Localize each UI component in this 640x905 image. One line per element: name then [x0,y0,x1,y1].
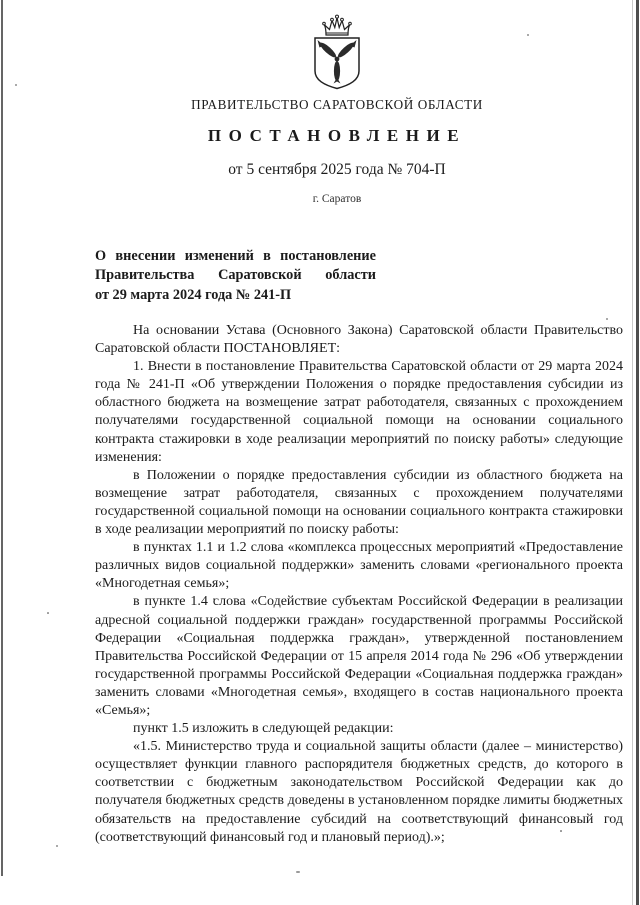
scan-edge-left [1,0,3,876]
paragraph: в Положении о порядке предоставления субсидии из областного бюджета на возмещение затрат работодателя, связанных с прохождением получателями государственной социальной помощи на основании социального контракта стажировки в ходе реализации мероприятий по поиску работы: [95,467,623,538]
document-body [95,322,623,847]
document-place: г. Саратов [312,193,362,205]
paragraph: На основании Устава (Основного Закона) Саратовской области Правительство Саратовской области ПОСТАНОВЛЯЕТ: [95,323,623,357]
scan-speck [606,318,608,320]
scan-edge-right-faint [632,0,633,905]
scan-speck [296,871,300,873]
paragraph: в пунктах 1.1 и 1.2 слова «комплекса процессных мероприятий «Предоставление различных видов социальной поддержки» заменить словами «регионального проекта «Многодетная семья»; [95,540,623,592]
document-title-line: О внесении изменений в постановление [95,248,376,264]
scan-speck [15,84,17,86]
scan-speck [56,845,58,847]
paragraph: 1. Внести в постановление Правительства Саратовской области от 29 марта 2024 года № 241-П «Об утверждении Положения о порядке предоставления субсидии из областного бюджета на возмещение затрат работодателя, связанных с прохождением получателями государственной социальной помощи на основании социального контракта стажировки в ходе реализации мероприятий по поиску работы» следующие изменения: [95,359,623,465]
paragraph: пункт 1.5 изложить в следующей редакции: [133,721,394,737]
document-type-heading: ПОСТАНОВЛЕНИЕ [207,126,467,145]
document-title [95,247,376,305]
document-title-line: от 29 марта 2024 года № 241-П [95,286,292,303]
scan-speck [527,34,529,36]
issuing-authority: ПРАВИТЕЛЬСТВО САРАТОВСКОЙ ОБЛАСТИ [191,97,483,112]
saratov-coat-of-arms-icon [303,13,371,91]
paragraph: в пункте 1.4 слова «Содействие субъектам Российской Федерации в реализации адресной социальной поддержки граждан» государственной программы Российской Федерации «Социальная поддержка граждан», утвержденной постановлением Правительства Российской Федерации от 15 апреля 2014 года № 296 «Об утверждении государственной программы Российской Федерации «Социальная поддержка граждан» заменить словами «Многодетная семья», входящего в состав национального проекта «Семья»; [95,594,623,718]
document-title-line: Правительства Саратовской области [95,267,376,284]
scan-edge-right [636,0,639,905]
document-date-number: от 5 сентября 2025 года № 704-П [228,161,446,178]
paragraph: «1.5. Министерство труда и социальной защиты области (далее – министерство) осуществляет функции главного распорядителя бюджетных средств, до которого в соответствии с бюджетным законодательством Российской Федерации как до получателя бюджетных средств доведены в установленном порядке лимиты бюджетных обязательств на предоставление субсидий на соответствующий финансовый год (соответствующий финансовый год и плановый период).»; [95,739,623,845]
scan-speck [47,612,49,614]
